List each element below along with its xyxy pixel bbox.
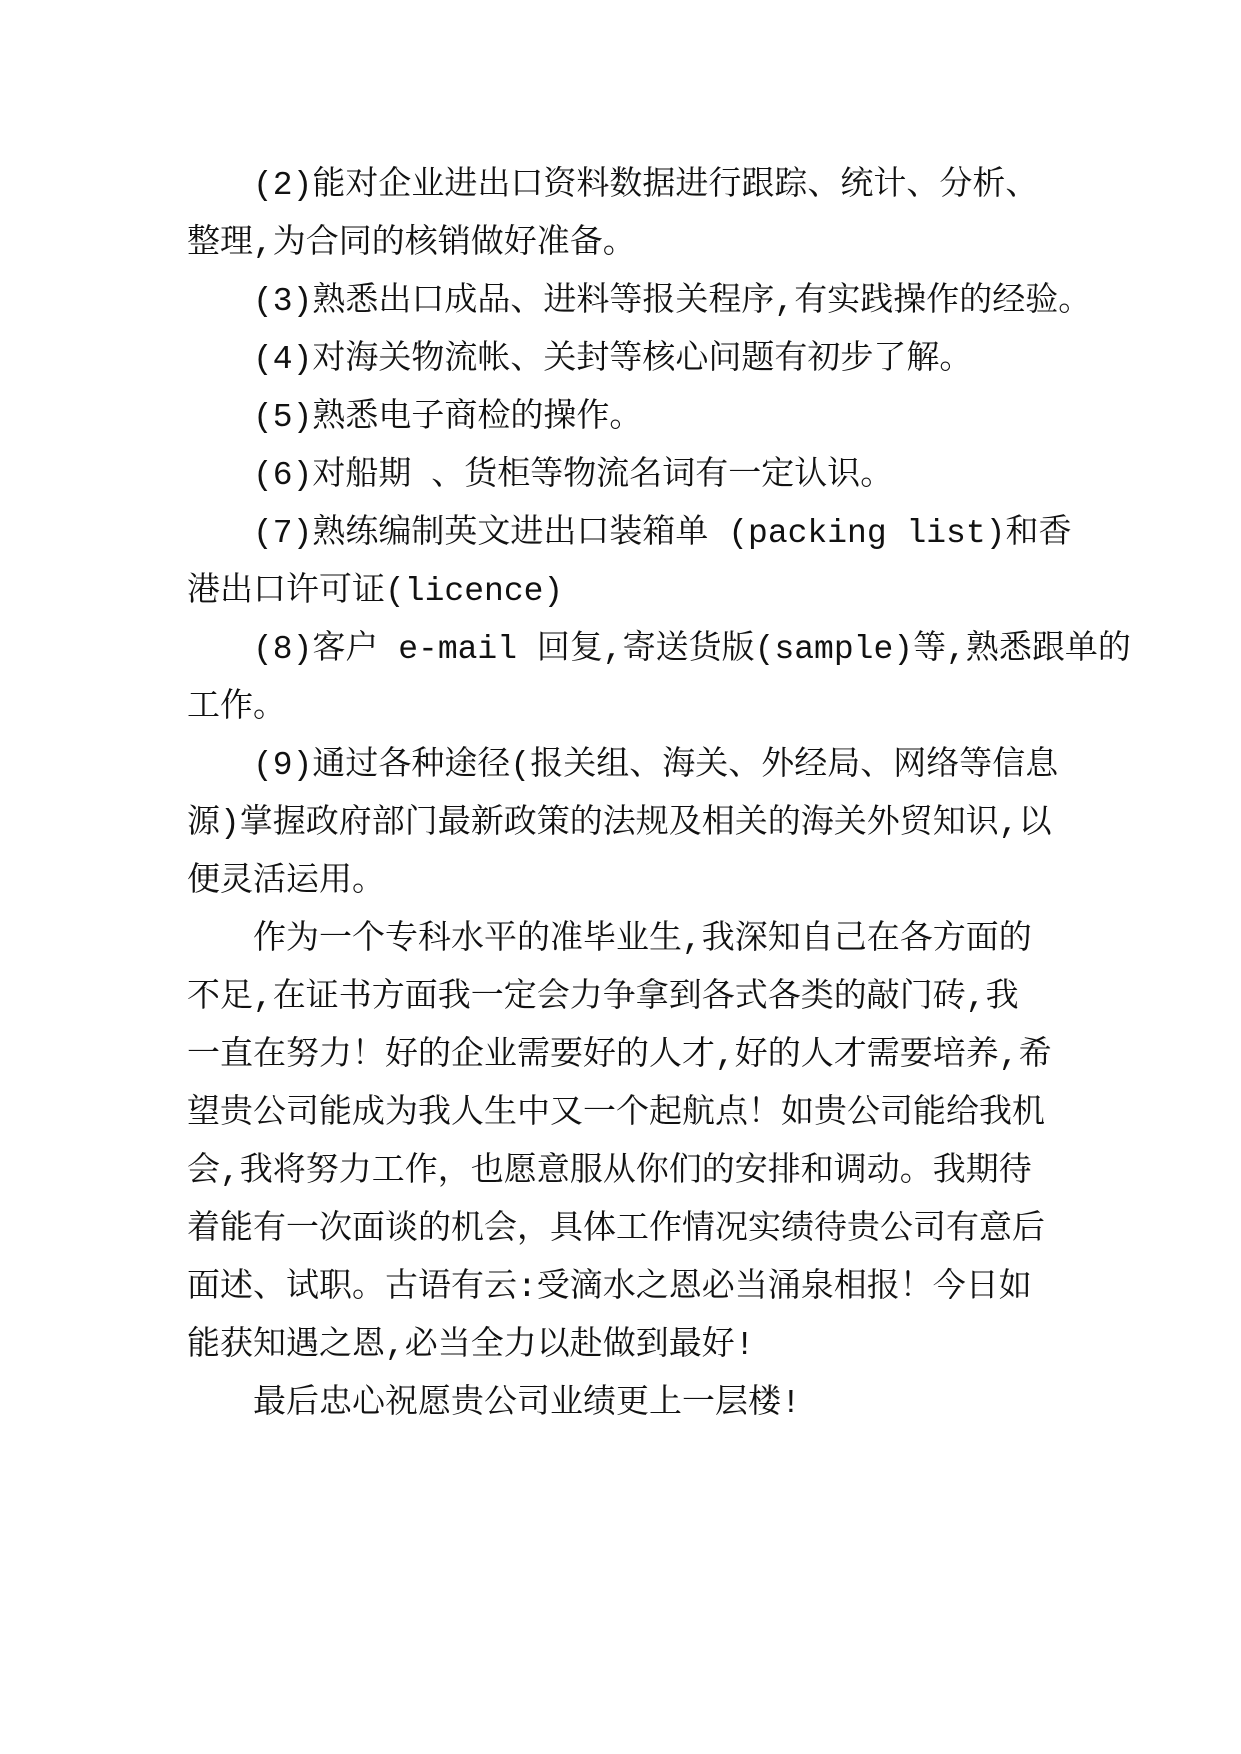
text-line: 着能有一次面谈的机会，具体工作情况实绩待贵公司有意后 [187,1211,1045,1248]
text-line: 整理,为合同的核销做好准备。 [187,225,636,262]
text-line: 能获知遇之恩,必当全力以赴做到最好! [187,1327,755,1364]
paragraph [187,389,1053,447]
text-line: 不足,在证书方面我一定会力争拿到各式各类的敲门砖,我 [187,979,1019,1016]
paragraph [187,505,1072,621]
paragraph [187,273,1092,331]
text-line: 作为一个专科水平的准毕业生,我深知自己在各方面的 [253,921,1032,958]
paragraph [187,157,1053,273]
text-line: 源)掌握政府部门最新政策的法规及相关的海关外贸知识,以 [187,805,1052,842]
paragraph [187,1375,1053,1433]
text-line: 会,我将努力工作，也愿意服从你们的安排和调动。我期待 [187,1153,1032,1190]
text-line: 工作。 [187,689,286,726]
text-line: 港出口许可证(licence) [187,573,564,610]
paragraph [187,911,1053,1375]
paragraph [187,621,1131,737]
text-line: 望贵公司能成为我人生中又一个起航点！如贵公司能给我机 [187,1095,1045,1132]
text-line: 一直在努力！好的企业需要好的人才,好的人才需要培养,希 [187,1037,1052,1074]
text-line: (9)通过各种途径(报关组、海关、外经局、网络等信息 [253,747,1059,784]
text-line: (8)客户 e-mail 回复,寄送货版(sample)等,熟悉跟单的 [253,631,1131,668]
text-line: 面述、试职。古语有云:受滴水之恩必当涌泉相报！今日如 [187,1269,1032,1306]
paragraph [187,331,1053,389]
paragraph [187,737,1059,911]
text-line: (4)对海关物流帐、关封等核心问题有初步了解。 [253,341,973,378]
text-line: 最后忠心祝愿贵公司业绩更上一层楼! [253,1385,801,1422]
text-line: (7)熟练编制英文进出口装箱单 (packing list)和香 [253,515,1072,552]
text-line: (6)对船期 、货柜等物流名词有一定认识。 [253,457,894,494]
text-line: (3)熟悉出口成品、进料等报关程序,有实践操作的经验。 [253,283,1092,320]
document-body [187,157,1131,1433]
paragraph [187,447,1053,505]
text-line: (2)能对企业进出口资料数据进行跟踪、统计、分析、 [253,167,1039,204]
text-line: (5)熟悉电子商检的操作。 [253,399,643,436]
text-line: 便灵活运用。 [187,863,385,900]
